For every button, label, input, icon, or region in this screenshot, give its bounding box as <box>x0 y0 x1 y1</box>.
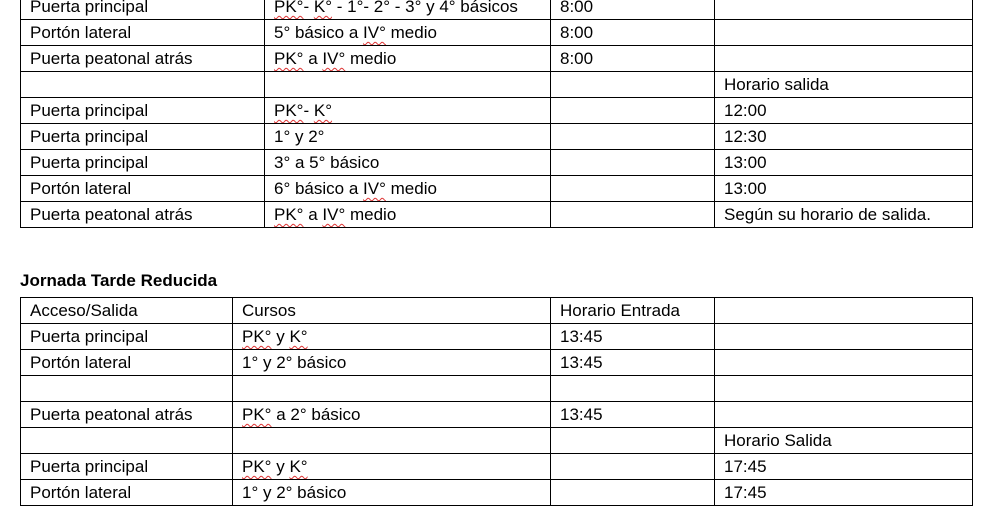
table-row <box>21 20 973 46</box>
section-title: Jornada Tarde Reducida <box>20 271 218 290</box>
table-row <box>21 480 973 506</box>
table-cell <box>715 350 973 376</box>
table-row <box>21 298 973 324</box>
table-row <box>21 202 973 228</box>
table-cell: Puerta principal <box>21 98 265 124</box>
table-cell <box>551 176 715 202</box>
table-cell <box>551 454 715 480</box>
table-row <box>21 0 973 20</box>
table-row <box>21 176 973 202</box>
table-cell: PK° a IV° medio <box>265 46 551 72</box>
table-cell: 8:00 <box>551 20 715 46</box>
table-cell: 12:00 <box>715 98 973 124</box>
table-cell <box>233 376 551 402</box>
table-cell <box>551 202 715 228</box>
table-cell <box>21 428 233 454</box>
table-body <box>21 0 973 228</box>
table-cell: Portón lateral <box>21 20 265 46</box>
table-row <box>21 46 973 72</box>
table-row <box>21 98 973 124</box>
table-cell <box>715 402 973 428</box>
table-cell: 13:00 <box>715 176 973 202</box>
table-row <box>21 428 973 454</box>
schedule-table-afternoon <box>20 297 973 506</box>
table-cell: 8:00 <box>551 0 715 20</box>
table-cell: PK°- K° - 1°- 2° - 3° y 4° básicos <box>265 0 551 20</box>
table-row <box>21 324 973 350</box>
table-cell: 1° y 2° básico <box>233 350 551 376</box>
table-cell <box>21 376 233 402</box>
table-row <box>21 72 973 98</box>
table-cell <box>715 0 973 20</box>
table-cell: 1° y 2° básico <box>233 480 551 506</box>
table-cell: Puerta peatonal atrás <box>21 202 265 228</box>
table-cell: Puerta principal <box>21 150 265 176</box>
table-cell <box>551 428 715 454</box>
table-cell: Portón lateral <box>21 176 265 202</box>
table-cell <box>551 98 715 124</box>
table-body <box>21 298 973 506</box>
table-cell: Puerta principal <box>21 0 265 20</box>
table-cell: 12:30 <box>715 124 973 150</box>
table-cell: Puerta principal <box>21 124 265 150</box>
table-cell <box>715 46 973 72</box>
table-cell: PK° y K° <box>233 454 551 480</box>
table-row <box>21 402 973 428</box>
table-cell: Horario salida <box>715 72 973 98</box>
table-cell <box>233 428 551 454</box>
table-cell: Portón lateral <box>21 480 233 506</box>
table-row <box>21 124 973 150</box>
schedule-table-morning <box>20 0 973 228</box>
table-cell <box>551 480 715 506</box>
table-cell <box>715 298 973 324</box>
table-cell: PK° a 2° básico <box>233 402 551 428</box>
table-cell: 17:45 <box>715 454 973 480</box>
table-row <box>21 454 973 480</box>
table-cell: Horario Salida <box>715 428 973 454</box>
table-cell: Puerta principal <box>21 454 233 480</box>
table-cell: PK° y K° <box>233 324 551 350</box>
table-cell: Acceso/Salida <box>21 298 233 324</box>
table-cell <box>21 72 265 98</box>
table-cell: PK° a IV° medio <box>265 202 551 228</box>
table-row <box>21 150 973 176</box>
table-row <box>21 350 973 376</box>
table-cell: Horario Entrada <box>551 298 715 324</box>
table-cell: 3° a 5° básico <box>265 150 551 176</box>
table-cell <box>551 150 715 176</box>
table-cell <box>715 20 973 46</box>
table-cell: Puerta peatonal atrás <box>21 46 265 72</box>
table-cell: PK°- K° <box>265 98 551 124</box>
table-cell <box>715 324 973 350</box>
table-cell <box>715 376 973 402</box>
table-cell <box>551 376 715 402</box>
table-cell <box>551 72 715 98</box>
table-cell <box>551 124 715 150</box>
table-cell <box>265 72 551 98</box>
table-cell: 17:45 <box>715 480 973 506</box>
table-cell: Portón lateral <box>21 350 233 376</box>
table-cell: Según su horario de salida. <box>715 202 973 228</box>
table-cell: 13:00 <box>715 150 973 176</box>
table-cell: Cursos <box>233 298 551 324</box>
table-cell: Puerta peatonal atrás <box>21 402 233 428</box>
table-cell: 8:00 <box>551 46 715 72</box>
table-row <box>21 376 973 402</box>
table-cell: 6° básico a IV° medio <box>265 176 551 202</box>
table-cell: 13:45 <box>551 402 715 428</box>
table-cell: Puerta principal <box>21 324 233 350</box>
table-cell: 5° básico a IV° medio <box>265 20 551 46</box>
table-cell: 1° y 2° <box>265 124 551 150</box>
table-cell: 13:45 <box>551 324 715 350</box>
table-cell: 13:45 <box>551 350 715 376</box>
